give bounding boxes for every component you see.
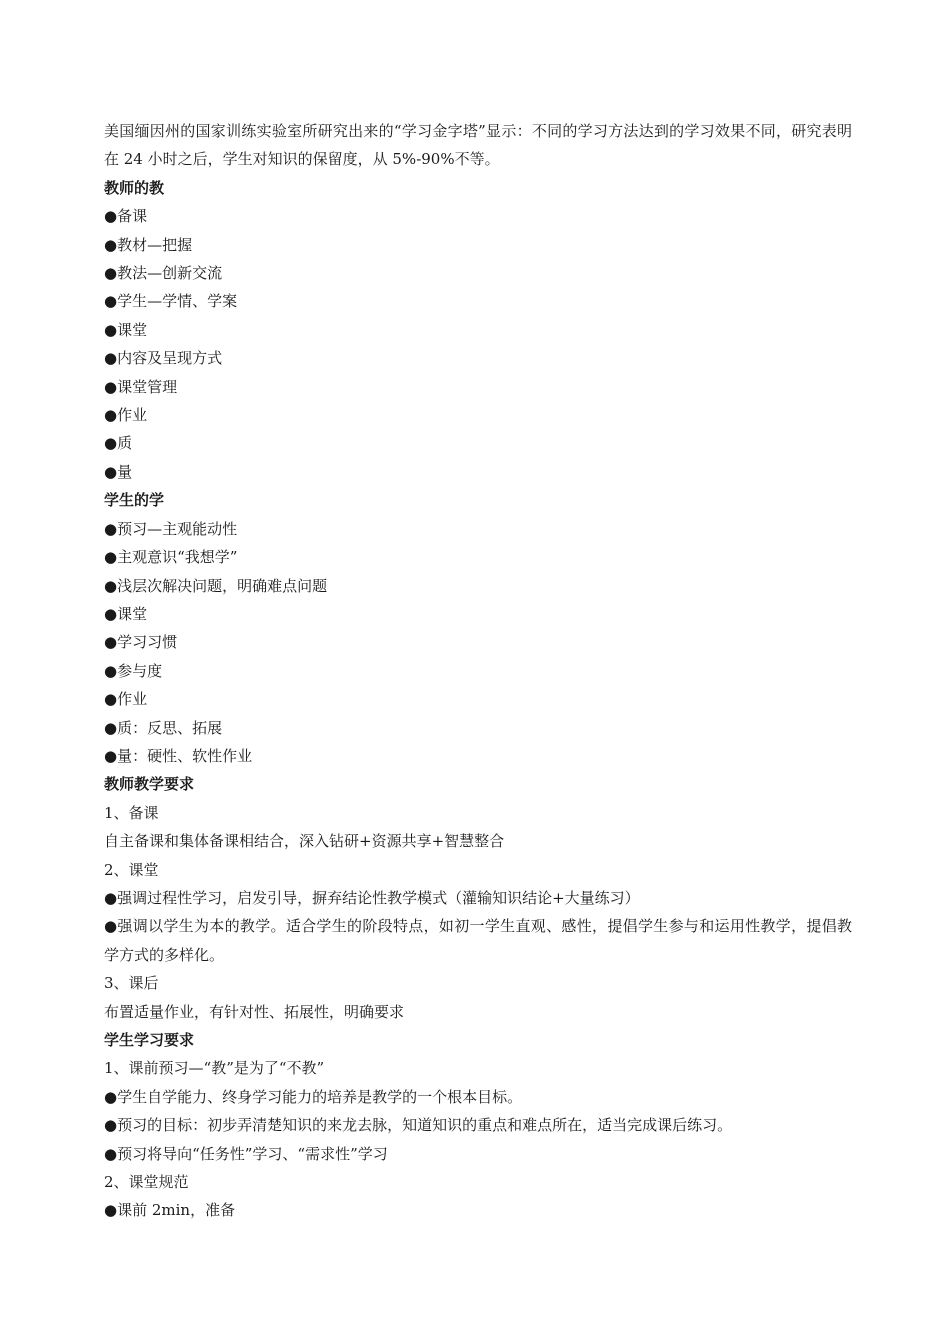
list-item: ●强调以学生为本的教学。适合学生的阶段特点，如初一学生直观、感性，提倡学生参与和运用性教学，提倡教学方式的多样化。 [104,917,852,964]
list-item: ●作业 [104,406,148,425]
list-item: ●课前 2min，准备 [104,1201,236,1220]
list-item: ●教法—创新交流 [104,264,223,283]
list-item: ●课堂管理 [104,377,178,396]
list-item: 自主备课和集体备课相结合，深入钻研+资源共享+智慧整合 [104,832,505,851]
section-heading-student-learning: 学生的学 [104,491,165,510]
list-item: 3、课后 [104,974,159,993]
list-item: ●备课 [104,207,148,226]
list-item: ●浅层次解决问题，明确难点问题 [104,576,328,595]
list-item: ●强调过程性学习，启发引导，摒弃结论性教学模式（灌输知识结论+大量练习） [104,888,640,907]
list-item: ●教材—把握 [104,235,193,254]
list-item: 布置适量作业，有针对性、拓展性，明确要求 [104,1002,405,1021]
section-heading-teacher-teaching: 教师的教 [104,178,165,197]
list-item: ●参与度 [104,661,163,680]
list-item: ●主观意识“我想学” [104,548,238,567]
list-item: ●量 [104,462,133,481]
list-item: ●内容及呈现方式 [104,349,223,368]
list-item: ●质：反思、拓展 [104,718,223,737]
list-item: ●课堂 [104,604,148,623]
list-item: ●预习—主观能动性 [104,519,238,538]
list-item: ●预习的目标：初步弄清楚知识的来龙去脉，知道知识的重点和难点所在，适当完成课后练习。 [104,1116,733,1135]
list-item: 1、备课 [104,803,159,822]
list-item: 2、课堂规范 [104,1173,189,1192]
list-item: ●学生自学能力、终身学习能力的培养是教学的一个根本目标。 [104,1087,523,1106]
list-item: 2、课堂 [104,860,159,879]
list-item: ●学习习惯 [104,633,178,652]
list-item: ●质 [104,434,133,453]
list-item: ●量：硬性、软性作业 [104,746,253,765]
document-body [104,117,852,1225]
intro-paragraph: 美国缅因州的国家训练实验室所研究出来的“学习金字塔”显示：不同的学习方法达到的学习效果不同，研究表明在 24 小时之后，学生对知识的保留度，从 5%-90%不等。 [104,122,852,169]
list-item: ●作业 [104,690,148,709]
list-item: ●课堂 [104,320,148,339]
list-item: ●学生—学情、学案 [104,292,238,311]
list-item: 1、课前预习—“教”是为了“不教” [104,1059,325,1078]
section-heading-student-requirements: 学生学习要求 [104,1031,195,1049]
section-heading-teacher-requirements: 教师教学要求 [104,775,195,794]
list-item: ●预习将导向“任务性”学习、“需求性”学习 [104,1144,388,1163]
